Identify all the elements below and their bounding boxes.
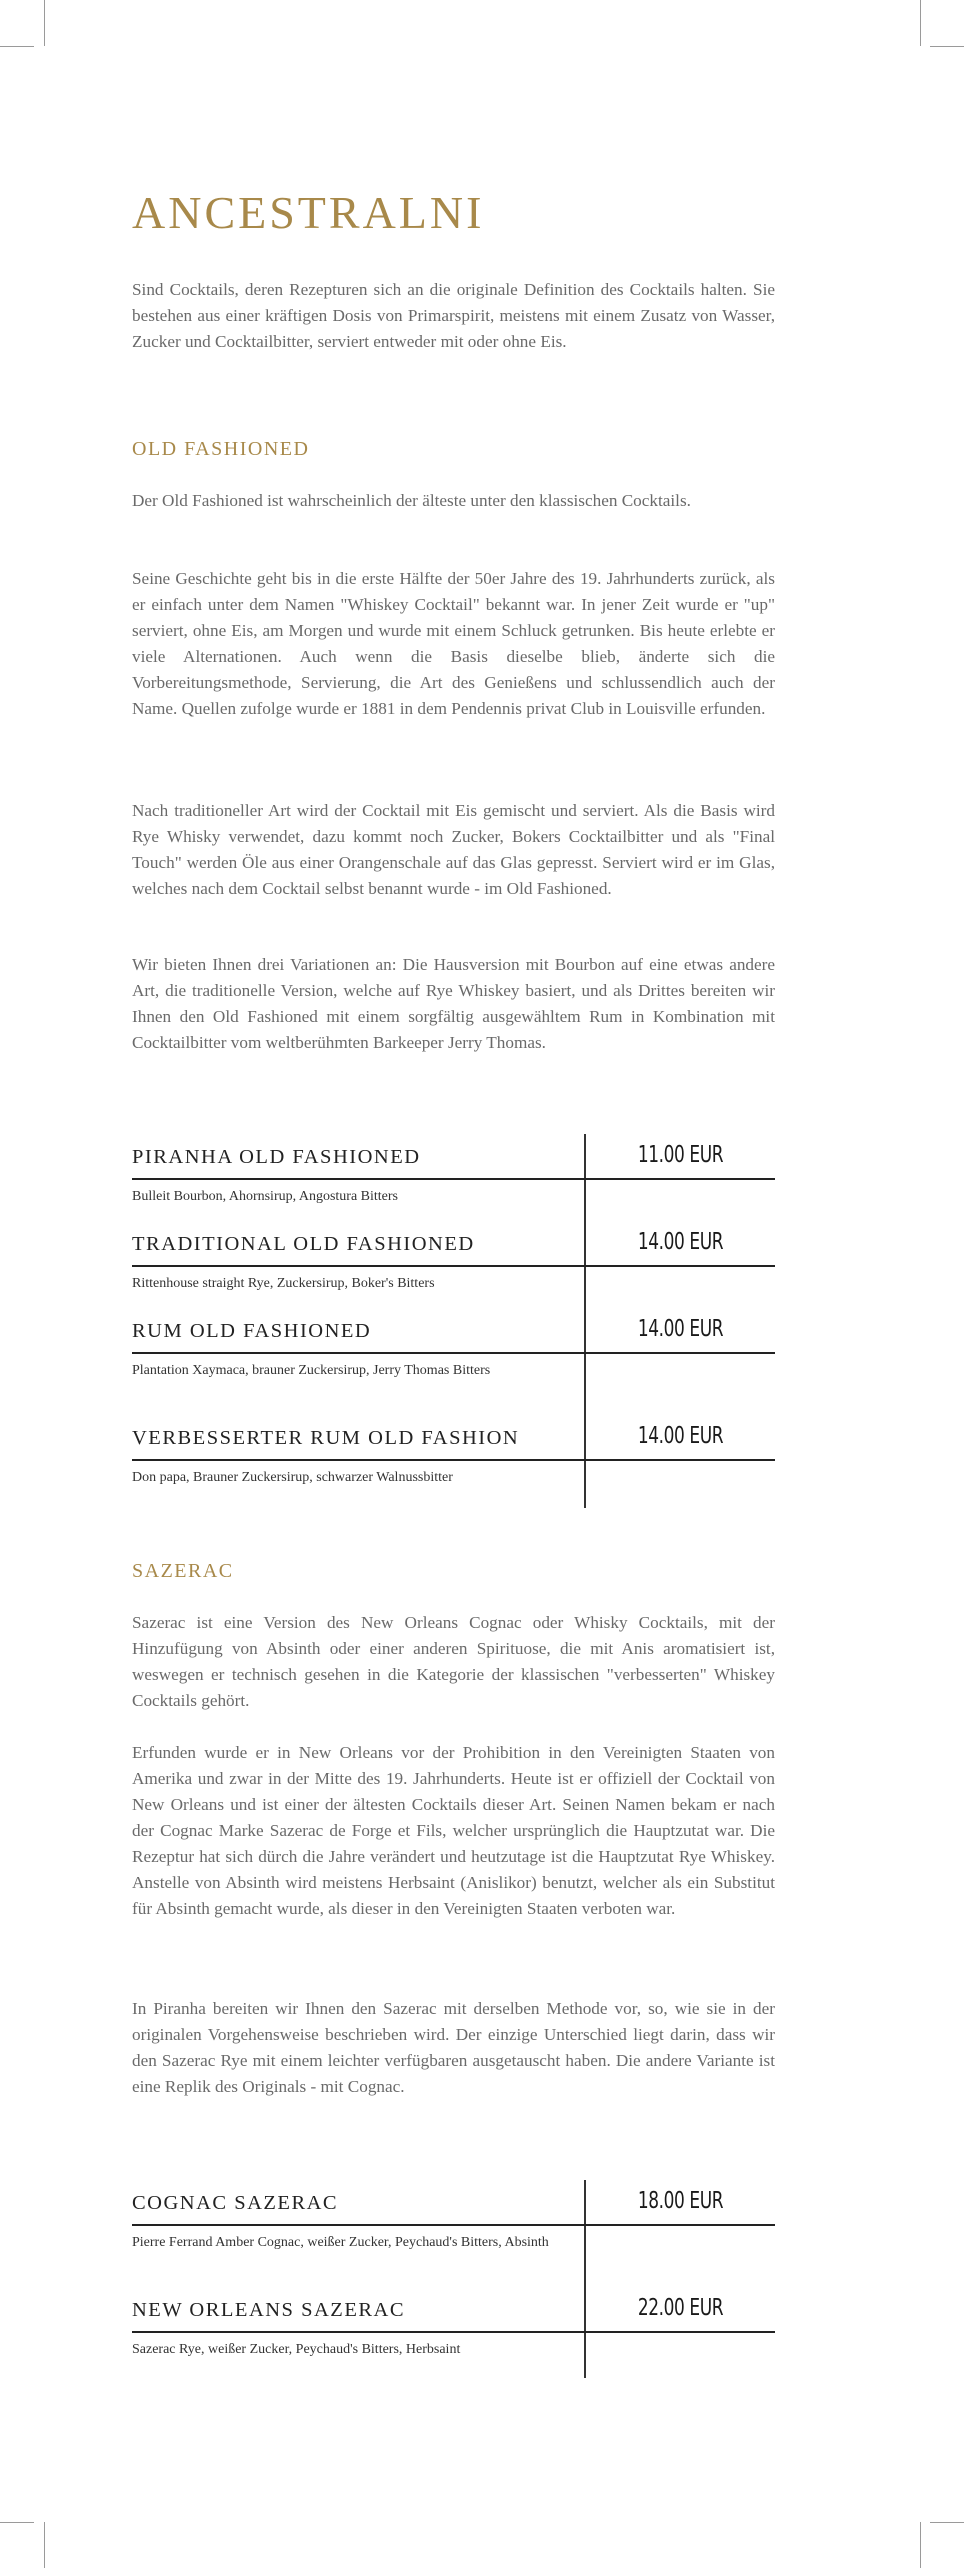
menu-item [132, 1308, 775, 1398]
page-title: ANCESTRALNI [132, 187, 485, 238]
menu-item [132, 1134, 775, 1204]
menu-table-old-fashioned [132, 1134, 775, 1508]
crop-mark [920, 2522, 921, 2568]
crop-mark [44, 0, 45, 46]
item-description: Don papa, Brauner Zuckersirup, schwarzer Walnussbitter [132, 1470, 453, 1485]
body-paragraph: Der Old Fashioned ist wahrscheinlich der älteste unter den klassischen Cocktails. [132, 491, 691, 510]
menu-item [132, 1221, 775, 1291]
item-price: 14.00 EUR [637, 1316, 724, 1342]
item-name: VERBESSERTER RUM OLD FASHION [132, 1427, 520, 1449]
item-name: PIRANHA OLD FASHIONED [132, 1146, 421, 1168]
menu-table-sazerac [132, 2180, 775, 2378]
crop-mark [920, 0, 921, 46]
row-rule [132, 1459, 775, 1461]
item-name: NEW ORLEANS SAZERAC [132, 2299, 405, 2321]
menu-item [132, 1415, 775, 1505]
crop-mark [0, 46, 34, 47]
intro-paragraph: Sind Cocktails, deren Rezepturen sich an die originale Definition des Cocktails halten. Sie bestehen aus einer kräftigen Dosis von Primarspirit, meistens mit einem Zusatz von Wasser, Zucker und Cocktailbitter, serviert entweder mit oder ohne Eis. [132, 280, 775, 351]
section-heading-old-fashioned: OLD FASHIONED [132, 438, 310, 460]
item-description: Pierre Ferrand Amber Cognac, weißer Zucker, Peychaud's Bitters, Absinth [132, 2235, 549, 2250]
item-name: RUM OLD FASHIONED [132, 1320, 372, 1342]
crop-mark [930, 2522, 964, 2523]
body-paragraph: In Piranha bereiten wir Ihnen den Sazerac mit derselben Methode vor, so, wie sie in der originalen Vorgehensweise beschrieben wird. Der einzige Unterschied liegt darin, dass wir den Sazerac Rye mit einem leichter verfügbaren ausgetauscht haben. Die andere Variante ist eine Replik des Originals - mit Cognac. [132, 1999, 775, 2096]
item-description: Bulleit Bourbon, Ahornsirup, Angostura Bitters [132, 1189, 398, 1204]
body-paragraph: Erfunden wurde er in New Orleans vor der Prohibition in den Vereinigten Staaten von Amerika und zwar in der Mitte des 19. Jahrhunderts. Heute ist er offiziell der Cocktail von New Orleans und ist einer der ältesten Cocktails dieser Art. Seinen Namen bekam er nach der Cognac Marke Sazerac de Forge et Fils, welcher ursprünglich die Hauptzutat war. Die Rezeptur hat sich dürch die Jahre verändert und heutzutage ist die Hauptzutat Rye Whiskey. Anstelle von Absinth wird meistens Herbsaint (Anislikor) benutzt, welcher als ein Substitut für Absinth gemacht wurde, als dieser in den Vereinigten Staaten verboten war. [132, 1743, 775, 1918]
body-paragraph: Nach traditioneller Art wird der Cocktail mit Eis gemischt und serviert. Als die Basis wird Rye Whisky verwendet, dazu kommt noch Zucker, Bokers Cocktailbitter und als "Final Touch" werden Öle aus einer Orangenschale auf das Glas gepresst. Serviert wird er im Glas, welches nach dem Cocktail selbst benannt wurde - im Old Fashioned. [132, 801, 775, 898]
item-price: 18.00 EUR [637, 2188, 724, 2214]
item-price: 14.00 EUR [637, 1423, 724, 1449]
item-price: 22.00 EUR [637, 2295, 724, 2321]
item-description: Plantation Xaymaca, brauner Zuckersirup, Jerry Thomas Bitters [132, 1363, 491, 1378]
item-price: 11.00 EUR [637, 1142, 724, 1168]
row-rule [132, 1352, 775, 1354]
section-heading-sazerac: SAZERAC [132, 1560, 234, 1582]
row-rule [132, 2224, 775, 2226]
body-paragraph: Sazerac ist eine Version des New Orleans Cognac oder Whisky Cocktails, mit der Hinzufügung von Absinth oder einer anderen Spirituose, die mit Anis aromatisiert ist, weswegen er technisch gesehen in die Kategorie der klassischen "verbesserten" Whiskey Cocktails gehört. [132, 1613, 775, 1710]
item-name: COGNAC SAZERAC [132, 2192, 339, 2214]
row-rule [132, 2331, 775, 2333]
body-paragraph: Wir bieten Ihnen drei Variationen an: Die Hausversion mit Bourbon auf eine etwas andere Art, die traditionelle Version, welche auf Rye Whiskey basiert, und als Drittes bereiten wir Ihnen den Old Fashioned mit einem sorgfältig ausgewähltem Rum in Kombination mit Cocktailbitter vom weltberühmten Barkeeper Jerry Thomas. [132, 955, 775, 1052]
item-price: 14.00 EUR [637, 1229, 724, 1255]
menu-item [132, 2180, 775, 2270]
item-name: TRADITIONAL OLD FASHIONED [132, 1233, 475, 1255]
crop-mark [930, 46, 964, 47]
row-rule [132, 1265, 775, 1267]
item-description: Sazerac Rye, weißer Zucker, Peychaud's Bitters, Herbsaint [132, 2342, 461, 2357]
menu-item [132, 2287, 775, 2377]
crop-mark [0, 2522, 34, 2523]
row-rule [132, 1178, 775, 1180]
item-description: Rittenhouse straight Rye, Zuckersirup, Boker's Bitters [132, 1276, 435, 1291]
body-paragraph: Seine Geschichte geht bis in die erste Hälfte der 50er Jahre des 19. Jahrhunderts zurück, als er einfach unter dem Namen "Whiskey Cocktail" bekannt war. In jener Zeit wurde er "up" serviert, ohne Eis, am Morgen und wurde mit einem Schluck getrunken. Bis heute erlebte er viele Alternationen. Auch wenn die Basis dieselbe blieb, änderte sich die Vorbereitungsmethode, Servierung, die Art des Genießens und schlussendlich auch der Name. Quellen zufolge wurde er 1881 in dem Pendennis privat Club in Louisville erfunden. [132, 569, 775, 718]
crop-mark [44, 2522, 45, 2568]
